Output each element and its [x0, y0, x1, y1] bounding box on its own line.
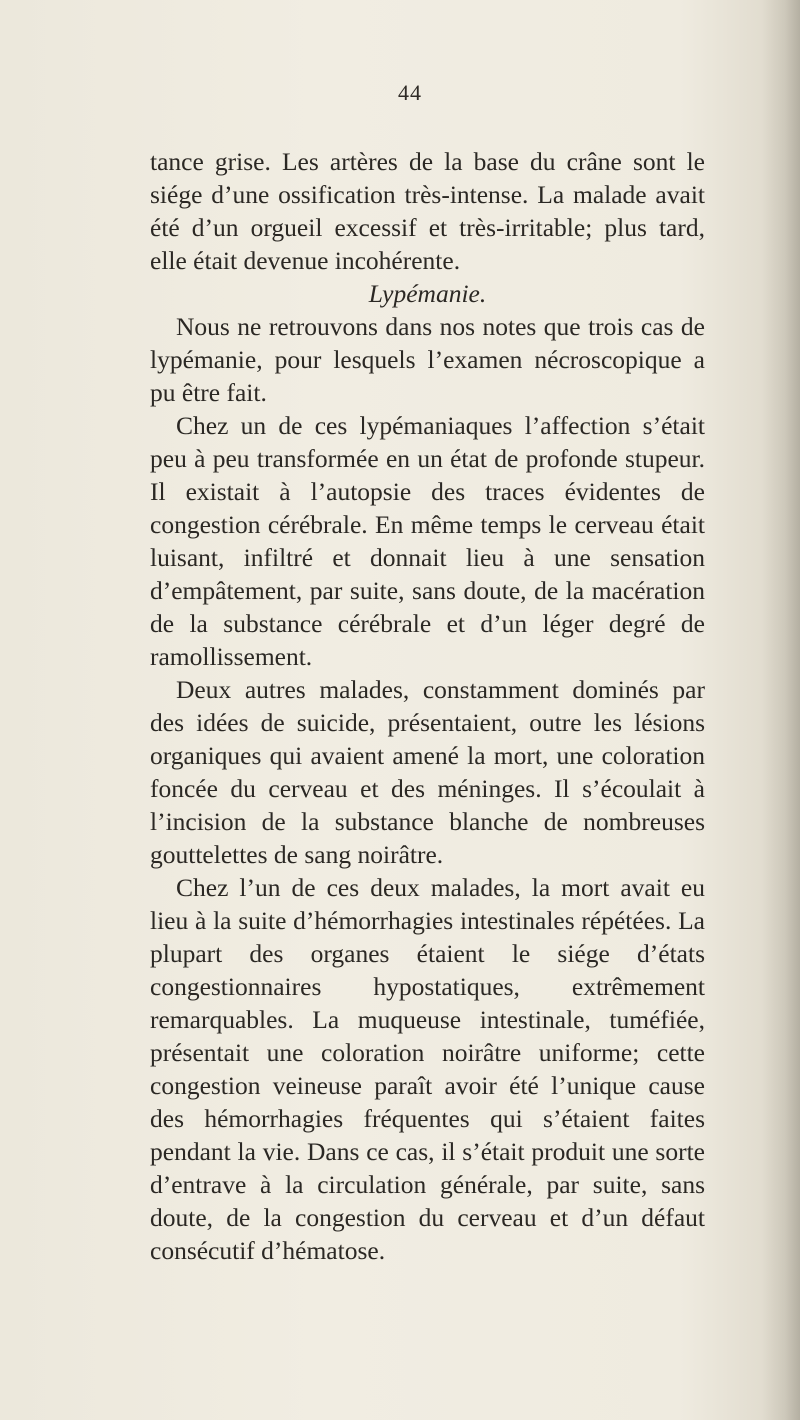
page-edge-shadow: [762, 0, 800, 1420]
paragraph-continuation: tance grise. Les artères de la base du crâne sont le siége d’une ossification très-intense. La malade avait été d’un orgueil excessif et très-irritable; plus tard, elle était devenue incohérente.: [150, 147, 705, 275]
paragraph: Deux autres malades, constamment dominés par des idées de suicide, présentaient, outre les lésions organiques qui avaient amené la mort, une coloration foncée du cerveau et des méninges. Il s’écoulait à l’incision de la substance blanche de nombreuses gouttelettes de sang noirâtre.: [150, 675, 705, 869]
paragraph: Chez un de ces lypémaniaques l’affection s’était peu à peu transformée en un état de profonde stupeur. Il existait à l’autopsie des traces évidentes de congestion cérébrale. En même temps le cerveau était luisant, infiltré et donnait lieu à une sensation d’empâtement, par suite, sans doute, de la macération de la substance cérébrale et d’un léger degré de ramollissement.: [150, 411, 705, 671]
body-text: [150, 145, 705, 1267]
paragraph: Nous ne retrouvons dans nos notes que trois cas de lypémanie, pour lesquels l’examen nécroscopique a pu être fait.: [150, 312, 705, 407]
section-title: Lypémanie.: [368, 279, 487, 308]
paragraph: Chez l’un de ces deux malades, la mort avait eu lieu à la suite d’hémorrhagies intestinales répétées. La plupart des organes étaient le siége d’états congestionnaires hypostatiques, extrêmement remarquables. La muqueuse intestinale, tuméfiée, présentait une coloration noirâtre uniforme; cette congestion veineuse paraît avoir été l’unique cause des hémorrhagies fréquentes qui s’étaient faites pendant la vie. Dans ce cas, il s’était produit une sorte d’entrave à la circulation générale, par suite, sans doute, de la congestion du cerveau et d’un défaut consécutif d’hématose.: [150, 873, 705, 1265]
page-number: 44: [398, 80, 422, 105]
